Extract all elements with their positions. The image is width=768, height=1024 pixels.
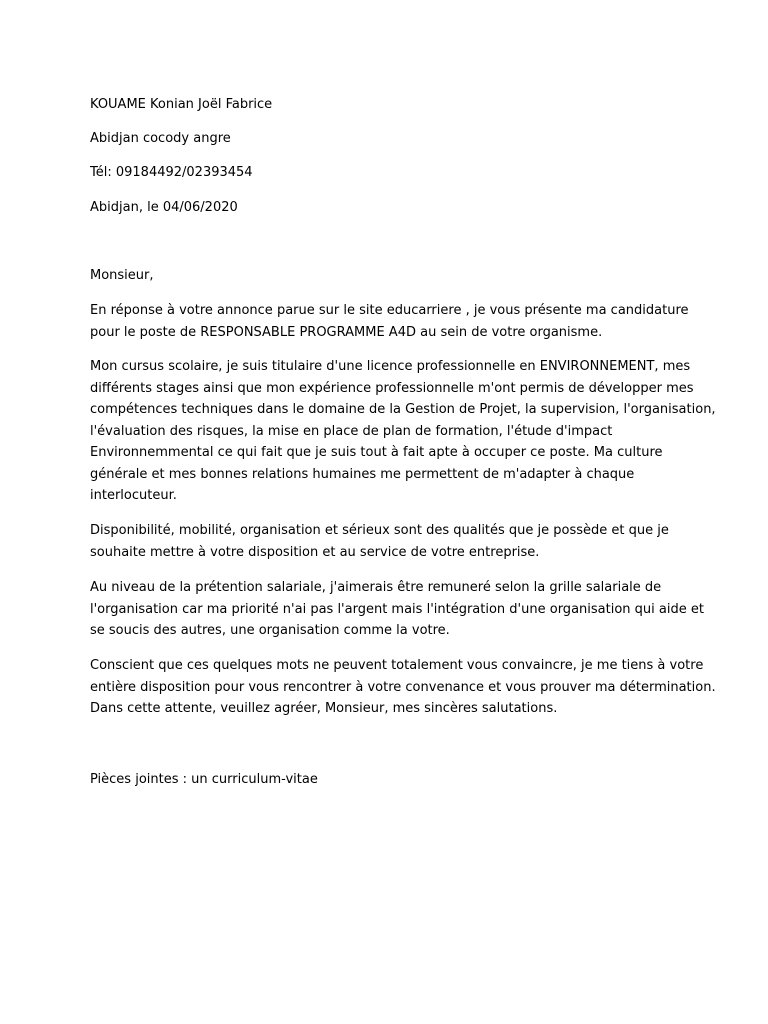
paragraph-line: Environnemmental ce qui fait que je suis tout à fait apte à occuper ce poste. Ma culture: [90, 445, 663, 460]
paragraph-line: l'organisation car ma priorité n'ai pas l'argent mais l'intégration d'une organisation qui aide et: [90, 601, 704, 617]
sender-address: Abidjan cocody angre: [90, 131, 231, 146]
paragraph-3: [90, 520, 669, 563]
paragraph-2: [90, 356, 716, 507]
paragraph-line: compétences techniques dans le domaine de la Gestion de Projet, la supervision, l'organisation,: [90, 402, 716, 417]
paragraph-line: Au niveau de la prétention salariale, j'aimerais être remuneré selon la grille salariale de: [90, 580, 662, 595]
paragraph-line: interlocuteur.: [90, 488, 177, 503]
place-date: Abidjan, le 04/06/2020: [90, 200, 238, 215]
paragraph-line: pour le poste de RESPONSABLE PROGRAMME A4D au sein de votre organisme.: [90, 324, 603, 340]
paragraph-line: l'évaluation des risques, la mise en place de plan de formation, l'étude d'impact: [90, 423, 613, 439]
paragraph-line: Mon cursus scolaire, je suis titulaire d'une licence professionnelle en ENVIRONNEMENT, mes: [90, 359, 691, 374]
paragraph-line: différents stages ainsi que mon expérience professionnelle m'ont permis de développer mes: [90, 380, 694, 396]
sender-name: KOUAME Konian Joël Fabrice: [90, 97, 273, 112]
paragraph-line: se soucis des autres, une organisation comme la votre.: [90, 623, 450, 638]
paragraph-line: générale et mes bonnes relations humaines me permettent de m'adapter à chaque: [90, 466, 635, 482]
paragraph-line: entière disposition pour vous rencontrer à votre convenance et vous prouver ma détermination.: [90, 679, 716, 695]
paragraph-4: [90, 577, 704, 642]
attachments-line: Pièces jointes : un curriculum-vitae: [90, 772, 318, 787]
paragraph-line: En réponse à votre annonce parue sur le site educarriere , je vous présente ma candidature: [90, 303, 689, 318]
paragraph-line: souhaite mettre à votre disposition et au service de votre entreprise.: [90, 544, 540, 560]
paragraph-1: [90, 300, 689, 343]
paragraph-line: Conscient que ces quelques mots ne peuvent totalement vous convaincre, je me tiens à votre: [90, 658, 704, 673]
paragraph-line: Dans cette attente, veuillez agréer, Monsieur, mes sincères salutations.: [90, 701, 558, 716]
salutation: Monsieur,: [90, 268, 154, 283]
sender-phone: Tél: 09184492/02393454: [90, 165, 253, 180]
paragraph-5: [90, 655, 716, 720]
paragraph-line: Disponibilité, mobilité, organisation et sérieux sont des qualités que je possède et que je: [90, 523, 669, 538]
